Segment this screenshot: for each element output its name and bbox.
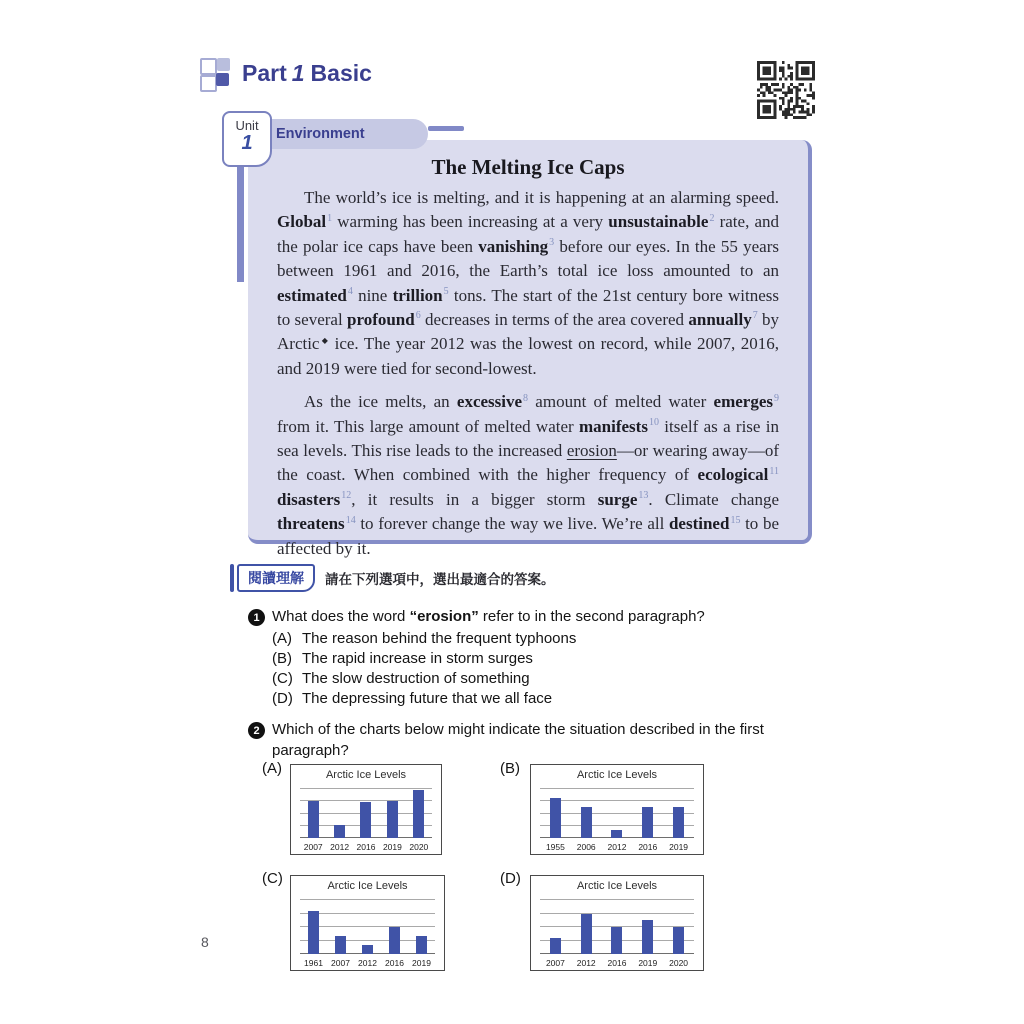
footnote-marker: 4 — [347, 285, 353, 297]
gridline — [300, 940, 435, 941]
tick-label: 2019 — [412, 958, 431, 968]
chart-title: Arctic Ice Levels — [325, 769, 407, 781]
gridline — [540, 800, 694, 801]
footnote-marker: 11 — [769, 465, 779, 477]
chart-title: Arctic Ice Levels — [576, 769, 658, 781]
decorative-bar — [237, 161, 244, 282]
option-letter: (B) — [272, 649, 292, 667]
question-2 — [248, 720, 802, 761]
gridline — [300, 913, 435, 914]
bar — [642, 807, 653, 838]
footnote-marker: ◆ — [320, 335, 330, 345]
passage-paragraph: The world’s ice is melting, and it is happening at an alarming speed. Global$^1$ warming has been increasing at a very unsustainable$^2$ rate, and the polar ice caps have been vanishing$^3$ before our eyes. In the 55 years between 1961 and 2016, the Earth’s total ice loss amounted to an estimated$^4$ nine trillion$^5$ tons. The start of the 21st century bore witness to several profound$^6$ decreases in terms of the area covered annually$^7$ by Arctic◆ ice. The year 2012 was the lowest on record, while 2007, 2016, and 2019 were tied for second-lowest. — [277, 188, 780, 378]
gridline — [300, 926, 435, 927]
option-text: The reason behind the frequent typhoons — [302, 629, 577, 647]
tick-label: 2020 — [409, 842, 429, 852]
question-2-prompt: Which of the charts below might indicate the situation described in the first paragraph? — [272, 721, 764, 759]
tick-label: 2007 — [303, 842, 323, 852]
answer-option — [272, 669, 802, 689]
decorative-line — [428, 126, 464, 131]
passage-title: The Melting Ice Caps — [431, 155, 625, 179]
bar-chart — [530, 875, 704, 971]
chart-plot-area — [540, 900, 694, 954]
bar — [611, 830, 622, 838]
bar — [642, 920, 653, 954]
tick-label: 2016 — [356, 842, 376, 852]
bar — [673, 807, 684, 838]
tick-label: 2020 — [669, 958, 689, 968]
part-number: 1 — [291, 60, 305, 86]
bar — [360, 802, 371, 838]
grid-squares-icon — [200, 58, 232, 90]
answer-option — [272, 629, 802, 649]
bar — [550, 938, 561, 954]
answer-option — [272, 689, 802, 709]
question-1-number: 1 — [248, 609, 265, 626]
chart-title: Arctic Ice Levels — [576, 880, 658, 892]
tick-label: 2007 — [331, 958, 350, 968]
tick-label: 2016 — [607, 958, 627, 968]
footnote-marker: 2 — [709, 212, 715, 224]
footnote-marker: 12 — [341, 490, 352, 502]
tick-label: 1955 — [545, 842, 565, 852]
bar — [387, 801, 398, 838]
tick-label: 2012 — [607, 842, 627, 852]
tick-label: 2012 — [330, 842, 350, 852]
footnote-marker: 6 — [415, 310, 421, 322]
reading-section-header — [230, 564, 555, 592]
unit-topic-tab — [260, 119, 428, 149]
reading-comprehension-badge — [230, 564, 315, 592]
bar — [416, 936, 427, 954]
bar — [362, 945, 373, 954]
bar — [581, 807, 592, 838]
part-label: Part — [242, 60, 287, 86]
tick-label: 2016 — [638, 842, 658, 852]
tick-label: 2012 — [358, 958, 377, 968]
option-text: The rapid increase in storm surges — [302, 649, 533, 667]
tick-label: 2019 — [382, 842, 402, 852]
gridline — [540, 825, 694, 826]
x-axis-labels — [540, 842, 694, 852]
bar-chart — [530, 764, 704, 855]
bar — [611, 927, 622, 954]
footnote-marker: 5 — [443, 285, 449, 297]
unit-tab — [222, 111, 272, 167]
qr-code-icon — [757, 61, 815, 119]
gridline — [300, 899, 435, 900]
chart-plot-area — [540, 789, 694, 838]
part-title-label: Basic — [310, 60, 372, 86]
chart-option-label: (D) — [500, 870, 521, 887]
bar — [389, 927, 400, 954]
footnote-marker: 7 — [752, 310, 758, 322]
badge-accent-bar — [230, 564, 234, 592]
bar — [550, 798, 561, 838]
bar — [413, 790, 424, 838]
chart-title: Arctic Ice Levels — [327, 880, 408, 892]
section-instruction: 請在下列選項中，選出最適合的答案。 — [325, 572, 555, 587]
tick-label: 1961 — [304, 958, 323, 968]
passage-paragraph: As the ice melts, an excessive$^8$ amount of melted water emerges$^9$ from it. This large amount of melted water manifests$^{10}$ itself as a rise in sea levels. This rise leads to the increased erosion—or wearing away—of the coast. When combined with the higher frequency of ecological$^{11}$ disasters$^{12}$, it results in a bigger storm surge$^{13}$. Climate change threatens$^{14}$ to forever change the way we live. We’re all destined$^{15}$ to be affected by it. — [277, 392, 780, 558]
footnote-marker: 3 — [549, 237, 555, 249]
option-letter: (D) — [272, 690, 293, 708]
passage-box — [248, 140, 812, 558]
tick-label: 2012 — [576, 958, 596, 968]
bar — [673, 927, 684, 954]
chart-option-label: (A) — [262, 760, 282, 777]
unit-label: Unit — [235, 118, 259, 133]
gridline — [540, 788, 694, 789]
bar-chart — [290, 875, 445, 971]
badge-label: 閱讀理解 — [237, 564, 315, 592]
passage-body — [248, 180, 808, 561]
footnote-marker: 1 — [327, 212, 333, 224]
footnote-marker: 14 — [345, 514, 356, 526]
x-axis-labels — [540, 958, 694, 968]
footnote-marker: 9 — [774, 392, 779, 404]
tick-label: 2007 — [545, 958, 565, 968]
option-text: The slow destruction of something — [302, 669, 530, 687]
x-axis-labels — [300, 958, 435, 968]
unit-topic-label: Environment — [276, 126, 365, 142]
chart-plot-area — [300, 789, 432, 838]
gridline — [540, 813, 694, 814]
question-1-options — [272, 629, 802, 710]
bar — [335, 936, 346, 954]
gridline — [540, 899, 694, 900]
bar — [581, 914, 592, 955]
chart-option-label: (C) — [262, 870, 283, 887]
tick-label: 2006 — [576, 842, 596, 852]
option-text: The depressing future that we all face — [302, 690, 553, 708]
chart-plot-area — [300, 900, 435, 954]
bar-chart — [290, 764, 442, 855]
bar — [308, 911, 319, 954]
question-2-number: 2 — [248, 722, 265, 739]
bar — [334, 825, 345, 838]
answer-option — [272, 649, 802, 669]
tick-label: 2019 — [638, 958, 658, 968]
chart-option-label: (B) — [500, 760, 520, 777]
bar — [308, 801, 319, 838]
footnote-marker: 10 — [648, 417, 659, 428]
x-axis-labels — [300, 842, 432, 852]
option-letter: (C) — [272, 669, 293, 687]
question-1 — [248, 607, 802, 709]
gridline — [540, 913, 694, 914]
footnote-marker: 8 — [523, 392, 529, 404]
unit-number: 1 — [241, 132, 253, 154]
gridline — [300, 788, 432, 789]
question-1-prompt: What does the word “erosion” refer to in the second paragraph? — [272, 608, 705, 625]
tick-label: 2016 — [385, 958, 404, 968]
option-letter: (A) — [272, 629, 292, 647]
page-number: 8 — [201, 934, 209, 950]
footnote-marker: 13 — [638, 490, 649, 502]
footnote-marker: 15 — [730, 514, 741, 526]
tick-label: 2019 — [669, 842, 689, 852]
part-heading — [242, 60, 372, 87]
